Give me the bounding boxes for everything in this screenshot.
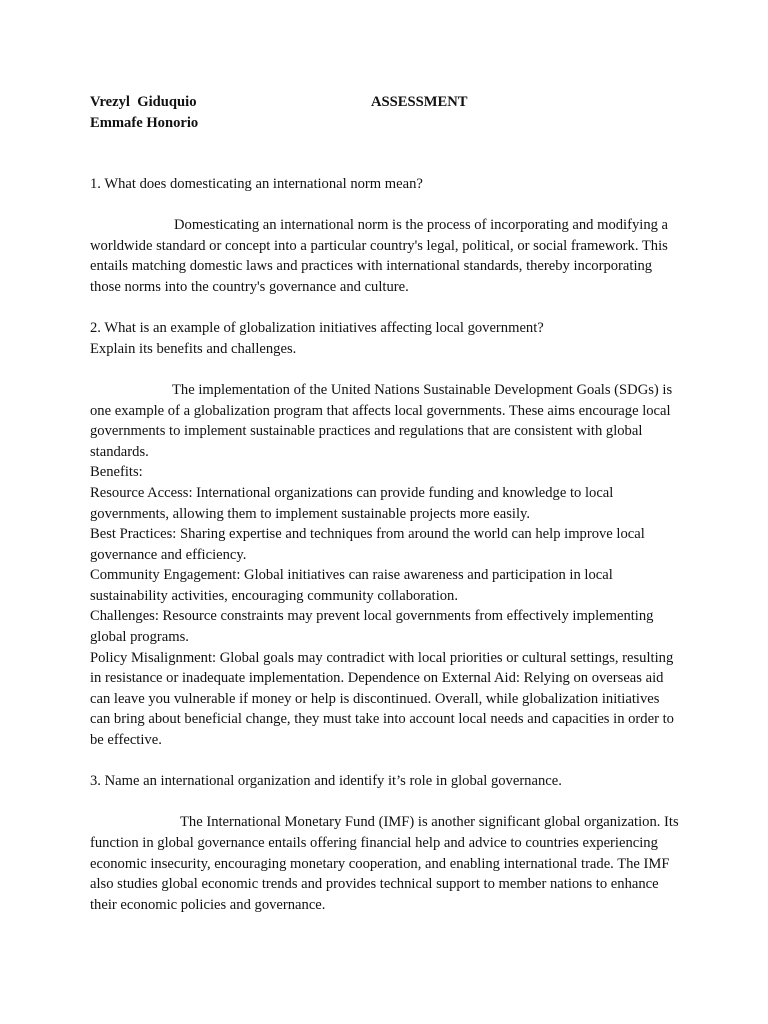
answer-block [90,812,682,915]
answer-paragraph: Domesticating an international norm is the process of incorporating and modifying a worldwide standard or concept into a particular country's legal, political, or social framework. This entails matching domestic laws and practices with international standards, thereby incorporating those norms into the country's governance and culture. [90,217,669,295]
answer-block [90,380,682,751]
document-body [90,92,682,915]
question-block [90,174,682,195]
author-name: Vrezyl Giduquio [90,94,197,110]
answer-paragraph: Best Practices: Sharing expertise and techniques from around the world can help improve local governance and efficiency. [90,526,645,563]
answer-paragraph: Benefits: [90,464,143,481]
question-text: Explain its benefits and challenges. [90,340,297,357]
answer-paragraph: Resource Access: International organizations can provide funding and knowledge to local governments, allowing them to implement sustainable projects more easily. [90,484,614,522]
author-name: Emmafe Honorio [90,114,199,131]
question-block [90,771,682,792]
question-text: 3. Name an international organization and identify it’s role in global governance. [90,773,562,790]
answer-paragraph: The implementation of the United Nations Sustainable Development Goals (SDGs) is one example of a globalization program that affects local governments. These aims encourage local governments to implement sustainable practices and regulations that are consistent with global standards. [90,381,673,460]
answer-paragraph: The International Monetary Fund (IMF) is another significant global organization. Its function in global governance entails offering financial help and advice to countries experiencing economic insecurity, encouraging monetary cooperation, and enabling international trade. The IMF also studies global economic trends and provides technical support to member nations to enhance their economic policies and governance. [90,814,679,913]
answer-paragraph: Community Engagement: Global initiatives can raise awareness and participation in local sustainability activities, encouraging community collaboration. [90,567,613,604]
answer-paragraph: Challenges: Resource constraints may prevent local governments from effectively implementing global programs. [90,608,654,646]
question-block [90,318,682,359]
document-title: ASSESSMENT [371,94,468,110]
answer-paragraph: Policy Misalignment: Global goals may contradict with local priorities or cultural settings, resulting in resistance or inadequate implementation. Dependence on External Aid: Relying on overseas aid can leave you vulnerable if money or help is discontinued. Overall, while globalization initiatives can bring about beneficial change, they must take into account local needs and capacities in order to be effective. [90,649,674,749]
document-header [90,92,682,133]
question-text: 2. What is an example of globalization initiatives affecting local government? [90,320,544,337]
question-text: 1. What does domesticating an international norm mean? [90,176,423,192]
answer-block [90,215,682,297]
